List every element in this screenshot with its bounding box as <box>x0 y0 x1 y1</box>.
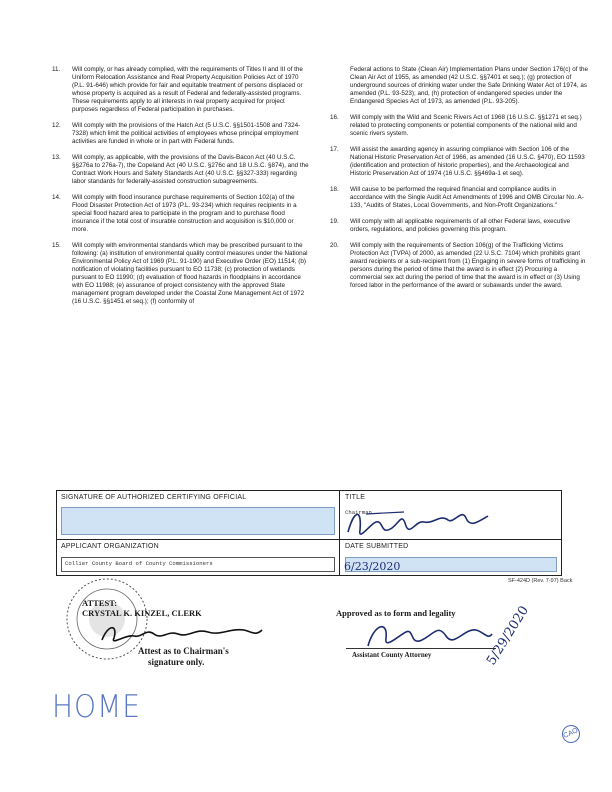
item-number: 19. <box>330 218 339 225</box>
cao-initials-stamp: CAO <box>559 722 583 746</box>
form-divider <box>339 491 340 575</box>
title-value: Chairman <box>345 509 372 516</box>
item-number: 20. <box>330 242 339 249</box>
assurance-item <box>52 66 310 114</box>
item-number: 17. <box>330 146 339 153</box>
signature-field[interactable] <box>61 507 335 535</box>
attest-note-line2: signature only. <box>148 657 205 667</box>
item-number: 14. <box>52 194 61 201</box>
handwritten-home-annotation: HOME <box>52 688 141 725</box>
item-text: Will comply with flood insurance purchase requirements of Section 102(a) of the Flood Disaster Protection Act of 1973 (P.L. 93-234) which requires recipients in a special flood hazard area to participate in the program and to purchase flood insurance if the total cost of insurable construction and acquisition is $10,000 or more. <box>72 194 297 233</box>
assurance-item <box>330 146 588 178</box>
assurance-item <box>52 242 310 306</box>
item-text: Will comply with all applicable requirements of all other Federal laws, executive orders, regulations, and policies governing this program. <box>350 218 571 233</box>
handwritten-approval-date: 5/29/2020 <box>484 603 533 668</box>
clerk-signature-image <box>96 620 266 648</box>
item-number: 13. <box>52 154 61 161</box>
item-text: Will cause to be performed the required financial and compliance audits in accordance with the Single Audit Act Amendments of 1996 and OMB Circular No. A-133, "Audits of States, Local Governments, and Non-Profit Organizations." <box>350 186 584 209</box>
assurance-item <box>330 218 588 234</box>
assurance-item <box>52 154 310 186</box>
left-column <box>52 66 310 314</box>
signature-label: SIGNATURE OF AUTHORIZED CERTIFYING OFFICIAL <box>61 494 247 501</box>
item-number: 18. <box>330 186 339 193</box>
title-label: TITLE <box>345 494 366 501</box>
item-text: Will comply, or has already complied, with the requirements of Titles II and III of the Uniform Relocation Assistance and Real Property Acquisition Policies Act of 1970 (P.L. 91-646) which provide for fair and equitable treatment of persons displaced or whose property is acquired as a result of Federal and federally-assisted programs. These requirements apply to all interests in real property acquired for project purposes regardless of Federal participation in purchases. <box>72 66 303 113</box>
form-number: SF-424D (Rev. 7-97) Back <box>508 578 573 584</box>
item-text: Will comply with the provisions of the Hatch Act (5 U.S.C. §§1501-1508 and 7324-7328) which limit the political activities of employees whose principal employment activities are funded in whole or in part with Federal funds. <box>72 122 301 145</box>
org-value: Collier County Board of County Commissioners <box>65 560 213 567</box>
assistant-county-attorney-label: Assistant County Attorney <box>352 651 432 659</box>
item-number: 12. <box>52 122 61 129</box>
attest-block <box>82 598 202 618</box>
item-15-continuation: Federal actions to State (Clean Air) Implementation Plans under Section 176(c) of the Clean Air Act of 1955, as amended (42 U.S.C. §§7401 et seq.); (g) protection of underground sources of drinking water under the Safe Drinking Water Act of 1974, as amended (P.L. 93-523); and, (h) protection of endangered species under the Endangered Species Act of 1973, as amended (P.L. 93-205). <box>350 66 589 105</box>
assurance-item <box>330 114 588 138</box>
item-text: Will comply, as applicable, with the provisions of the Davis-Bacon Act (40 U.S.C. §§276a to 276a-7), the Copeland Act (40 U.S.C. §276c and 18 U.S.C. §874), and the Contract Work Hours and Safety Standards Act (40 U.S.C. §§327-333) regarding labor standards for federally-assisted construction subagreements. <box>72 154 309 185</box>
assurance-item <box>52 122 310 146</box>
item-text: Will comply with the requirements of Section 106(g) of the Trafficking Victims Protection Act (TVPA) of 2000, as amended (22 U.S.C. 7104) which prohibits grant award recipients or a sub-recipient from (1) Engaging in severe forms of trafficking in persons during the period of time that the award is in effect (2) Procuring a commercial sex act during the period of time that the award is in effect or (3) Using forced labor in the performance of the award or subawards under the award. <box>350 242 586 289</box>
item-text: Will assist the awarding agency in assuring compliance with Section 106 of the National Historic Preservation Act of 1966, as amended (16 U.S.C. §470), EO 11593 (identification and protection of historic properties), and the Archaeological and Historic Preservation Act of 1974 (16 U.S.C. §§469a-1 et seq). <box>350 146 585 177</box>
item-text: Will comply with environmental standards which may be prescribed pursuant to the following: (a) institution of environmental quality control measures under the National Environmental Policy Act of 1969 (P.L. 91-190) and Executive Order (EO) 11514; (b) notification of violating facilities pursuant to EO 11738; (c) protection of wetlands pursuant to EO 11990; (d) evaluation of flood hazards in floodplains in accordance with EO 11988; (e) assurance of project consistency with the approved State management program developed under the Coastal Zone Management Act of 1972 (16 U.S.C. §§1451 et seq.); (f) conformity of <box>72 242 308 305</box>
approved-label: Approved as to form and legality <box>336 608 456 618</box>
attest-label: ATTEST: <box>82 598 118 608</box>
date-label: DATE SUBMITTED <box>345 543 409 550</box>
assurance-item <box>330 242 588 290</box>
item-number: 16. <box>330 114 339 121</box>
chairman-signature-image <box>344 502 494 548</box>
attest-note <box>138 646 229 668</box>
item-number: 11. <box>52 66 61 73</box>
attorney-signature-line <box>346 648 496 649</box>
item-text: Will comply with the Wild and Scenic Rivers Act of 1968 (16 U.S.C. §§1271 et seq.) related to protecting components or potential components of the national wild and scenic rivers system. <box>350 114 582 137</box>
clerk-name: CRYSTAL K. KINZEL, CLERK <box>82 608 202 618</box>
org-label: APPLICANT ORGANIZATION <box>61 543 159 550</box>
org-field[interactable] <box>61 557 335 572</box>
attest-note-line1: Attest as to Chairman's <box>138 646 229 656</box>
item-number: 15. <box>52 242 61 249</box>
right-column <box>330 66 588 298</box>
handwritten-date-submitted: 6/23/2020 <box>344 560 401 573</box>
assurance-item <box>330 186 588 210</box>
assurance-item <box>52 194 310 234</box>
